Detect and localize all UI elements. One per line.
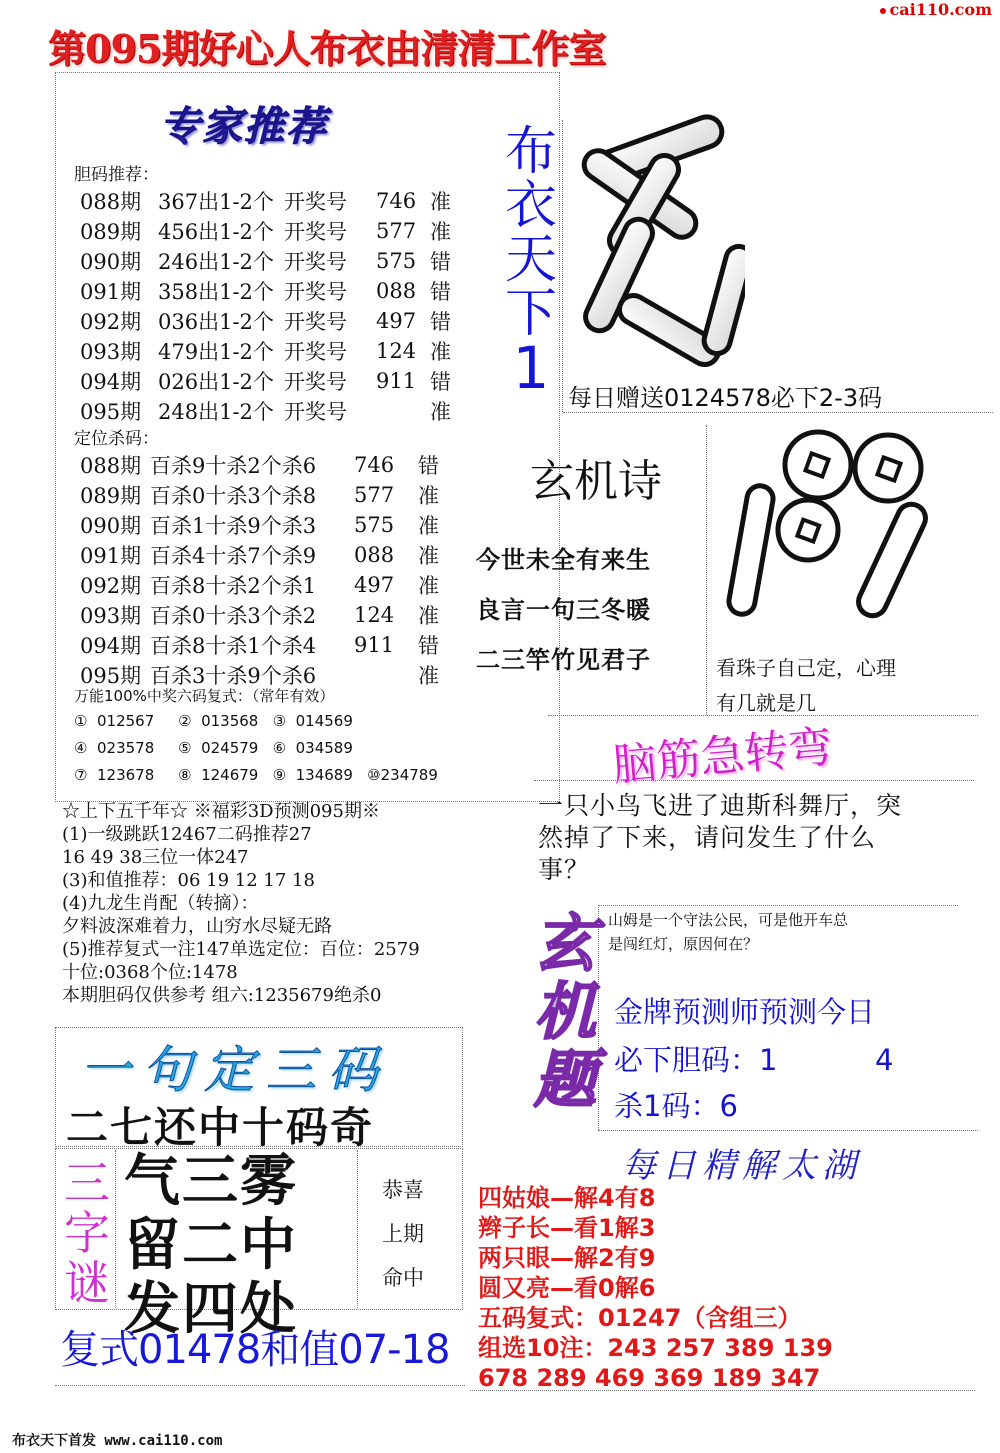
gold-line-3 <box>614 1084 738 1125</box>
kill-title: 定位杀码： <box>74 429 159 449</box>
gold-dan-b: 4 <box>875 1043 894 1077</box>
divider <box>598 905 958 906</box>
gold-kill-value: 6 <box>719 1089 738 1123</box>
kill-cell-result: 准 <box>418 514 439 538</box>
expert-heading: 专家推荐 <box>160 103 328 150</box>
kill-cell-rec: 百杀8十杀1个杀4 <box>150 634 317 658</box>
kill-cell-period: 092期 <box>80 574 142 598</box>
kill-row <box>80 600 448 630</box>
forecast-block <box>62 800 420 1007</box>
buyi-char: 下 <box>504 284 557 344</box>
taihu-block <box>478 1183 833 1393</box>
dan-row <box>80 306 460 336</box>
three-char-label <box>62 1158 112 1308</box>
dan-cell-label: 开奖号 <box>284 370 347 394</box>
kill-cell-rec: 百杀0十杀3个杀2 <box>150 604 317 628</box>
dan-cell-num: 497 <box>376 309 417 333</box>
dan-cell-result: 准 <box>430 190 451 214</box>
kill-cell-result: 准 <box>418 544 439 568</box>
dan-cell-num <box>376 396 430 426</box>
dan-cell-rec: 026出1-2个 <box>158 370 274 394</box>
dan-cell-rec: 456出1-2个 <box>158 220 274 244</box>
forecast-line: 本期胆码仅供参考 组六:1235679绝杀0 <box>62 985 382 1006</box>
kill-cell-rec: 百杀0十杀3个杀8 <box>150 484 317 508</box>
coin-nine-figure <box>708 420 958 630</box>
taihu-line: 四姑娘—解4有8 <box>478 1184 656 1212</box>
kill-row <box>80 480 448 510</box>
dan-cell-rec: 246出1-2个 <box>158 250 274 274</box>
kill-cell-rec: 百杀8十杀2个杀1 <box>150 574 317 598</box>
dan-row <box>80 186 460 216</box>
three-char-riddle <box>124 1150 298 1342</box>
kill-cell-period: 095期 <box>80 664 142 688</box>
divider <box>55 1385 465 1386</box>
taihu-line: 组选10注：243 257 389 139 <box>478 1334 833 1362</box>
dan-cell-num: 746 <box>376 189 417 213</box>
xuanji-char: 玄 <box>533 907 596 980</box>
dan-cell-rec: 358出1-2个 <box>158 280 274 304</box>
six-title: 万能100%中奖六码复式：（常年有效） <box>74 687 335 705</box>
taihu-heading: 每日精解太湖 <box>622 1146 862 1186</box>
kill-row <box>80 630 448 660</box>
riddle-question-2: 山姆是一个守法公民，可是他开车总是闯红灯，原因何在？ <box>608 911 849 953</box>
congrats-line: 上期 <box>382 1222 424 1246</box>
dan-cell-label: 开奖号 <box>284 310 347 334</box>
kill-table <box>80 450 448 690</box>
dan-cell-label: 开奖号 <box>284 400 347 424</box>
dan-cell-result: 错 <box>430 370 451 394</box>
dan-cell-rec: 367出1-2个 <box>158 190 274 214</box>
complex-line: 复式01478和值07-18 <box>60 1327 450 1373</box>
dan-cell-label: 开奖号 <box>284 250 347 274</box>
kill-cell-num: 746 <box>354 453 395 477</box>
page-title: 第095期好心人布衣由清清工作室 <box>48 26 606 71</box>
taihu-line: 圆又亮—看0解6 <box>478 1274 656 1302</box>
divider-vertical <box>562 120 563 412</box>
taihu-line: 辫子长—看1解3 <box>478 1214 656 1242</box>
kill-cell-result: 准 <box>418 574 439 598</box>
kill-cell-period: 091期 <box>80 544 142 568</box>
divider-vertical <box>357 1150 358 1308</box>
stick-nine-figure <box>565 95 745 375</box>
buyi-vertical-title <box>496 122 566 402</box>
dan-cell-num: 088 <box>376 279 417 303</box>
forecast-line: 夕料波深难着力，山穷水尽疑无路 <box>62 916 332 937</box>
dan-cell-rec: 036出1-2个 <box>158 310 274 334</box>
daily-gift-text: 每日赠送0124578必下2-3码 <box>568 384 883 412</box>
kill-cell-num: 124 <box>354 603 395 627</box>
divider <box>563 412 993 413</box>
site-badge[interactable] <box>880 0 993 19</box>
dan-cell-label: 开奖号 <box>284 220 347 244</box>
kill-cell-period: 094期 <box>80 634 142 658</box>
kill-cell-num <box>354 660 418 690</box>
one-sentence-heading: 一句定三码 <box>80 1041 390 1099</box>
dan-cell-result: 准 <box>430 220 451 244</box>
kill-cell-result: 准 <box>418 604 439 628</box>
site-label: cai110.com <box>889 0 992 19</box>
dan-cell-label: 开奖号 <box>284 190 347 214</box>
forecast-line: (4)九龙生肖配（转摘）： <box>62 893 259 914</box>
gold-dan-a: 1 <box>759 1043 778 1077</box>
kill-cell-num: 497 <box>354 573 395 597</box>
dan-cell-rec: 479出1-2个 <box>158 340 274 364</box>
congrats-line: 命中 <box>382 1266 424 1290</box>
dan-cell-label: 开奖号 <box>284 340 347 364</box>
riddle-line: 留二中 <box>124 1213 298 1278</box>
six-row: ⑦ 123678 ⑧ 124679 ⑨ 134689 ⑩234789 <box>74 766 438 784</box>
kill-cell-period: 090期 <box>80 514 142 538</box>
buyi-char: 布 <box>504 122 557 182</box>
gold-dan-label: 必下胆码： <box>614 1043 760 1077</box>
dan-cell-rec: 248出1-2个 <box>158 400 274 424</box>
buyi-char: 衣 <box>504 176 557 236</box>
riddle-line: 发四处 <box>124 1277 298 1342</box>
dan-cell-period: 095期 <box>80 400 142 424</box>
kill-cell-rec: 百杀4十杀7个杀9 <box>150 544 317 568</box>
six-row: ④ 023578 ⑤ 024579 ⑥ 034589 <box>74 739 353 757</box>
dan-cell-period: 092期 <box>80 310 142 334</box>
kill-cell-num: 577 <box>354 483 395 507</box>
poem-line: 今世未全有来生 <box>476 546 651 574</box>
kill-row <box>80 510 448 540</box>
dan-cell-period: 088期 <box>80 190 142 214</box>
xuanji-char: 机 <box>533 975 596 1048</box>
kill-cell-num: 088 <box>354 543 395 567</box>
kill-row <box>80 570 448 600</box>
bead-note-1: 看珠子自己定，心理 <box>716 656 896 680</box>
riddle-question-1: 一只小鸟飞进了迪斯科舞厅，突然掉了下来，请问发生了什么事？ <box>538 791 903 884</box>
divider <box>534 780 974 781</box>
divider-vertical <box>706 425 707 715</box>
three-char-label-char: 字 <box>64 1206 110 1260</box>
forecast-line: ☆上下五千年☆ ※福彩3D预测095期※ <box>62 801 380 822</box>
riddle-heading: 脑筋急转弯 <box>610 721 835 792</box>
congrats-line: 恭喜 <box>382 1178 424 1202</box>
gold-line-2 <box>614 1038 893 1079</box>
forecast-line: (3)和值推荐：06 19 12 17 18 <box>62 870 315 891</box>
kill-cell-period: 088期 <box>80 454 142 478</box>
dan-row <box>80 336 460 366</box>
footer: 布衣天下首发 www.cai110.com <box>12 1433 223 1449</box>
kill-row <box>80 450 448 480</box>
three-char-label-char: 三 <box>64 1156 110 1210</box>
kill-cell-period: 093期 <box>80 604 142 628</box>
divider <box>470 1390 975 1391</box>
bead-note-2: 有几就是几 <box>716 691 816 715</box>
xuanji-char: 题 <box>533 1043 596 1116</box>
taihu-line: 678 289 469 369 189 347 <box>478 1364 821 1392</box>
divider-vertical <box>115 1150 116 1308</box>
dot-icon <box>880 8 886 14</box>
forecast-line: (5)推荐复式一注147单选定位：百位：2579 <box>62 939 420 960</box>
kill-cell-num: 575 <box>354 513 395 537</box>
buyi-char: 1 <box>512 334 550 402</box>
divider <box>598 1130 978 1131</box>
kill-cell-num: 911 <box>354 633 395 657</box>
buyi-char: 天 <box>504 230 557 290</box>
dan-cell-result: 错 <box>430 310 451 334</box>
poem-heading: 玄机诗 <box>530 456 662 507</box>
taihu-line: 两只眼—解2有9 <box>478 1244 656 1272</box>
kill-cell-result: 错 <box>418 454 439 478</box>
kill-cell-result: 准 <box>418 664 439 688</box>
dan-row <box>80 276 460 306</box>
kill-cell-result: 准 <box>418 484 439 508</box>
dan-row <box>80 396 460 426</box>
forecast-line: 十位:0368个位:1478 <box>62 962 238 983</box>
dan-table <box>80 186 460 426</box>
riddle-line: 气三雾 <box>124 1149 298 1214</box>
gold-kill-label: 杀1码： <box>614 1089 720 1123</box>
dan-cell-result: 准 <box>430 340 451 364</box>
dan-cell-label: 开奖号 <box>284 280 347 304</box>
poem-line: 良言一句三冬暖 <box>476 596 651 624</box>
dan-cell-num: 911 <box>376 369 417 393</box>
forecast-line: (1)一级跳跃12467二码推荐27 <box>62 824 312 845</box>
poem-line: 二三竿竹见君子 <box>476 646 651 674</box>
kill-cell-result: 错 <box>418 634 439 658</box>
xuanji-vertical <box>530 907 600 1116</box>
dan-cell-period: 094期 <box>80 370 142 394</box>
kill-cell-rec: 百杀3十杀9个杀6 <box>150 664 317 688</box>
dan-row <box>80 216 460 246</box>
three-char-label-char: 谜 <box>64 1256 110 1310</box>
dan-cell-result: 错 <box>430 250 451 274</box>
kill-cell-rec: 百杀9十杀2个杀6 <box>150 454 317 478</box>
dan-row <box>80 366 460 396</box>
dan-row <box>80 246 460 276</box>
taihu-line: 五码复式：01247（含组三） <box>478 1304 802 1332</box>
dan-cell-num: 577 <box>376 219 417 243</box>
dan-cell-num: 124 <box>376 339 417 363</box>
one-sentence-text: 二七还中十码奇 <box>66 1103 375 1152</box>
dan-cell-result: 错 <box>430 280 451 304</box>
dan-cell-num: 575 <box>376 249 417 273</box>
dan-title: 胆码推荐： <box>74 165 159 185</box>
dan-cell-period: 093期 <box>80 340 142 364</box>
six-row: ① 012567 ② 013568 ③ 014569 <box>74 712 353 730</box>
dan-cell-period: 090期 <box>80 250 142 274</box>
congrats-block <box>382 1168 424 1300</box>
kill-cell-rec: 百杀1十杀9个杀3 <box>150 514 317 538</box>
kill-row <box>80 540 448 570</box>
kill-cell-period: 089期 <box>80 484 142 508</box>
forecast-line: 16 49 38三位一体247 <box>62 847 249 868</box>
dan-cell-result: 准 <box>430 400 451 424</box>
gold-line-1: 金牌预测师预测今日 <box>614 995 876 1029</box>
dan-cell-period: 089期 <box>80 220 142 244</box>
dan-cell-period: 091期 <box>80 280 142 304</box>
